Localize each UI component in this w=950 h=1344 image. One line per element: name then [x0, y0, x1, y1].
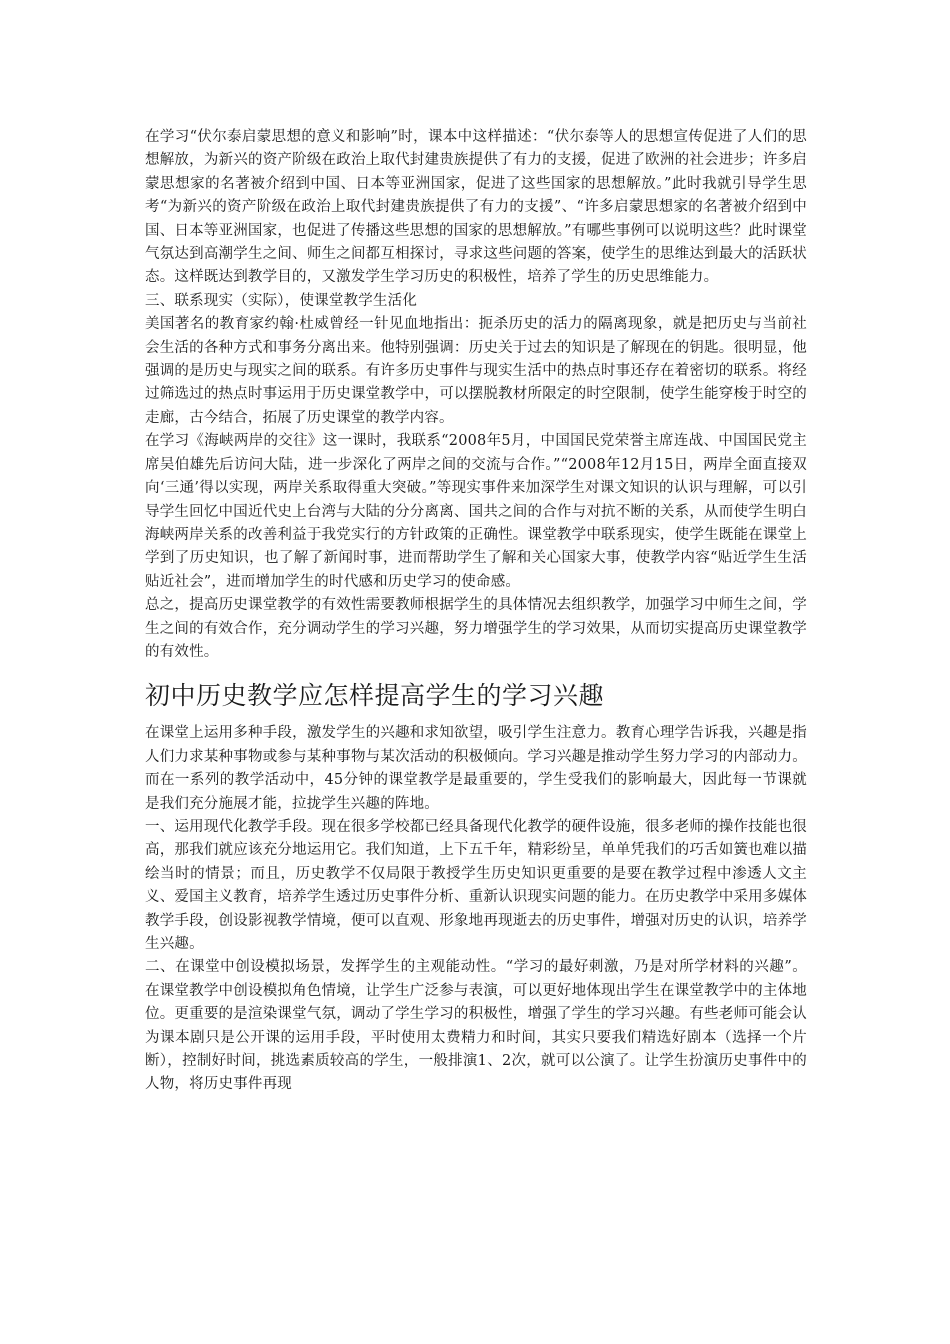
paragraph-conclusion: 总之，提高历史课堂教学的有效性需要教师根据学生的具体情况去组织教学，加强学习中师生之间，学生之间的有效合作，充分调动学生的学习兴趣，努力增强学生的学习效果，从而切实提高历史课堂教学的有效性。 — [145, 597, 807, 660]
article-title: 初中历史教学应怎样提高学生的学习兴趣 — [145, 681, 605, 711]
section-heading-3: 三、联系现实（实际），使课堂教学生活化 — [145, 292, 418, 309]
paragraph-point-1: 一、运用现代化教学手段。现在很多学校都已经具备现代化教学的硬件设施，很多老师的操作技能也很高，那我们就应该充分地运用它。我们知道，上下五千年，精彩纷呈，单单凭我们的巧舌如簧也难以描绘当时的情景；而且，历史教学不仅局限于教授学生历史知识更重要的是要在教学过程中渗透人文主义、爱国主义教育，培养学生透过历史事件分析、重新认识现实问题的能力。在历史教学中采用多媒体教学手段，创设影视教学情境，便可以直观、形象地再现逝去的历史事件，增强对历史的认识，培养学生兴趣。 — [145, 818, 807, 952]
paragraph-voltaire: 在学习“伏尔泰启蒙思想的意义和影响”时，课本中这样描述：“伏尔泰等人的思想宣传促进了人们的思想解放，为新兴的资产阶级在政治上取代封建贵族提供了有力的支援，促进了欧洲的社会进步；许多启蒙思想家的名著被介绍到中国、日本等亚洲国家，促进了这些国家的思想解放。”此时我就引导学生思考“为新兴的资产阶级在政治上取代封建贵族提供了有力的支援”、“许多启蒙思想家的名著被介绍到中国、日本等亚洲国家，也促进了传播这些思想的国家的思想解放。”有哪些事例可以说明这些？此时课堂气氛达到高潮学生之间、师生之间都互相探讨，寻求这些问题的答案，使学生的思维达到最大的活跃状态。这样既达到教学目的，又激发学生学习历史的积极性，培养了学生的历史思维能力。 — [145, 129, 807, 286]
paragraph-cross-strait: 在学习《海峡两岸的交往》这一课时，我联系“2008年5月，中国国民党荣誉主席连战、中国国民党主席吴伯雄先后访问大陆，进一步深化了两岸之间的交流与合作。”“2008年12月15日，两岸全面直接双向‘三通’得以实现，两岸关系取得重大突破。”等现实事件来加深学生对课文知识的认识与理解，可以引导学生回忆中国近代史上台湾与大陆的分分离离、国共之间的合作与对抗不断的关系，从而使学生明白海峡两岸关系的改善利益于我党实行的方针政策的正确性。课堂教学中联系现实，使学生既能在课堂上学到了历史知识，也了解了新闻时事，进而帮助学生了解和关心国家大事，使教学内容“贴近学生生活贴近社会”，进而增加学生的时代感和历史学习的使命感。 — [145, 433, 807, 590]
paragraph-dewey: 美国著名的教育家约翰·杜威曾经一针见血地指出：扼杀历史的活力的隔离现象，就是把历史与当前社会生活的各种方式和事务分离出来。他特别强调：历史关于过去的知识是了解现在的钥匙。很明显，他强调的是历史与现实之间的联系。有许多历史事件与现实生活中的热点时事还存在着密切的联系。将经过筛选过的热点时事运用于历史课堂教学中，可以摆脱教材所限定的时空限制，使学生能穿梭于时空的走廊，古今结合，拓展了历史课堂的教学内容。 — [145, 316, 807, 426]
paragraph-point-2: 二、在课堂中创设模拟场景，发挥学生的主观能动性。“学习的最好刺激，乃是对所学材料的兴趣”。在课堂教学中创设模拟角色情境，让学生广泛参与表演，可以更好地体现出学生在课堂教学中的主体地位。更重要的是渲染课堂气氛，调动了学生学习的积极性，增强了学生的学习兴趣。有些老师可能会认为课本剧只是公开课的运用手段，平时使用太费精力和时间，其实只要我们精选好剧本（选择一个片断），控制好时间，挑选素质较高的学生，一般排演1、2次，就可以公演了。让学生扮演历史事件中的人物，将历史事件再现 — [145, 959, 807, 1093]
document-body — [145, 126, 807, 1097]
paragraph-intro: 在课堂上运用多种手段，激发学生的兴趣和求知欲望，吸引学生注意力。教育心理学告诉我，兴趣是指人们力求某种事物或参与某种事物与某次活动的积极倾向。学习兴趣是推动学生努力学习的内部动力。而在一系列的教学活动中，45分钟的课堂教学是最重要的，学生受我们的影响最大，因此每一节课就是我们充分施展才能，拉拢学生兴趣的阵地。 — [145, 725, 807, 812]
